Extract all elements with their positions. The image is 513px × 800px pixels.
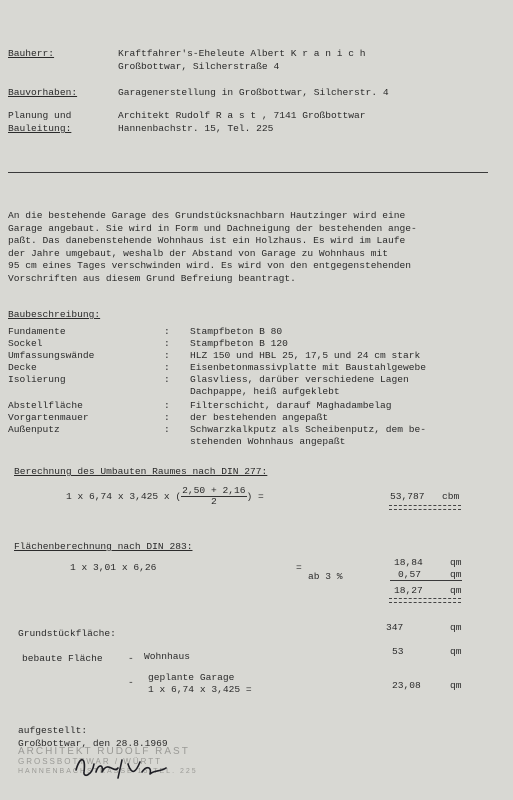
bb-colon: : (164, 424, 170, 435)
intro-paragraph (8, 210, 488, 285)
baubeschreibung-title: Baubeschreibung: (8, 309, 101, 320)
bauherr-label: Bauherr: (8, 48, 55, 59)
stamp-line3: HANNENBACHSTRASSE 15 TEL. 225 (18, 768, 198, 775)
bb-label: Außenputz (8, 424, 60, 435)
raum-formula-left: 1 x 6,74 x 3,425 x ( (66, 491, 182, 502)
bb-colon: : (164, 362, 170, 373)
bb-label: Vorgartenmauer (8, 412, 89, 423)
bb-value: Filterschicht, darauf Maghadambelag (190, 400, 392, 411)
intro-line: Garage angebaut. Sie wird in Form und Dachneigung der bestehenden ange- (8, 222, 417, 234)
bb-colon: : (164, 326, 170, 337)
flaeche-v1: 18,84 (394, 557, 423, 568)
intro-line: 95 cm eines Tages verschwinden wird. Es wird von den entgegenstehenden (8, 260, 412, 271)
bb-value: Glasvliess, darüber verschiedene Lagen (190, 374, 409, 385)
raum-unit: cbm (442, 491, 460, 502)
bb-colon: : (164, 338, 170, 349)
flaeche-abzug: ab 3 % (308, 571, 343, 582)
bb-colon: : (164, 350, 170, 361)
bb-value: Eisenbetonmassivplatte mit Baustahlgewebe (190, 362, 427, 373)
raum-formula (66, 485, 264, 509)
flaeche-equals: = (296, 562, 302, 573)
fraction-denominator: 2 (210, 495, 217, 507)
raum-title: Berechnung des Umbauten Raumes nach DIN 277: (14, 466, 268, 477)
flaeche-u2: qm (450, 569, 462, 580)
intro-line: An die bestehende Garage des Grundstücksnachbarn Hautzinger wird eine (8, 210, 406, 221)
wohnhaus-value: 53 (392, 646, 404, 657)
bb-label: Fundamente (8, 326, 66, 337)
garage-value: 23,08 (392, 680, 421, 691)
wohnhaus-unit: qm (450, 646, 462, 657)
header-divider (8, 172, 488, 173)
bb-value: der bestehenden angepaßt (190, 412, 329, 423)
raum-formula-right: ) = (246, 491, 264, 502)
bebaut-dash: - (128, 653, 134, 664)
ort-datum: Großbottwar, den 28.8.1969 (18, 738, 168, 749)
flaeche-u1: qm (450, 557, 462, 568)
flaeche-v2: 0,57 (398, 569, 422, 580)
stamp-line1: ARCHITEKT RUDOLF RAST (18, 746, 190, 757)
bauherr-line1: Kraftfahrer's-Eheleute Albert K r a n i c h (118, 48, 366, 59)
planung-line1: Architekt Rudolf R a s t , 7141 Großbottwar (118, 110, 366, 121)
bb-colon: : (164, 412, 170, 423)
wohnhaus-label: Wohnhaus (144, 651, 191, 662)
garage-line1: geplante Garage (148, 672, 235, 683)
grund-label: Grundstückfläche: (18, 628, 116, 639)
bauvorhaben-text: Garagenerstellung in Großbottwar, Silcherstr. 4 (118, 87, 389, 98)
bb-value: Schwarzkalkputz als Scheibenputz, dem be- (190, 424, 427, 435)
planung-label: Planung und (8, 110, 72, 121)
bb-colon: : (164, 374, 170, 385)
bauleitung-label: Bauleitung: (8, 123, 72, 134)
bb-label: Isolierung (8, 374, 66, 385)
flaeche-v3: 18,27 (394, 585, 423, 596)
intro-line: Vorschriften aus diesem Grund Befreiung beantragt. (8, 272, 296, 284)
bb-value-cont: Dachpappe, heiß aufgeklebt (190, 386, 340, 397)
bb-value: Stampfbeton B 120 (190, 338, 288, 349)
intro-line: paßt. Das danebenstehende Wohnhaus ist ein Holzhaus. Es wird im Laufe (8, 235, 406, 246)
signature-image (74, 750, 174, 784)
bauherr-line2: Großbottwar, Silcherstraße 4 (118, 61, 280, 72)
intro-line: der Jahre umgebaut, weshalb der Abstand von Garage zu Wohnhaus mit (8, 247, 388, 259)
raum-result: 53,787 (390, 491, 425, 502)
bauvorhaben-label: Bauvorhaben: (8, 87, 78, 98)
bebaut-label: bebaute Fläche (22, 653, 103, 664)
aufgestellt-label: aufgestellt: (18, 725, 88, 736)
planung-line2: Hannenbachstr. 15, Tel. 225 (118, 123, 274, 134)
grund-unit: qm (450, 622, 462, 633)
bb-value: Stampfbeton B 80 (190, 326, 283, 337)
fraction-numerator: 2,50 + 2,16 (182, 484, 246, 496)
garage-dash: - (128, 677, 134, 688)
flaeche-title: Flächenberechnung nach DIN 283: (14, 541, 193, 552)
bb-label: Decke (8, 362, 37, 373)
garage-line2: 1 x 6,74 x 3,425 = (148, 684, 252, 695)
stamp-line2: GROSSBOTTWAR / WÜRTT (18, 757, 162, 766)
garage-unit: qm (450, 680, 462, 691)
bb-value-cont: stehenden Wohnhaus angepaßt (190, 436, 346, 447)
flaeche-u3: qm (450, 585, 462, 596)
double-underline (389, 598, 461, 603)
raum-fraction (181, 486, 246, 507)
sum-rule (390, 580, 462, 581)
bb-label: Umfassungswände (8, 350, 95, 361)
bb-value: HLZ 150 und HBL 25, 17,5 und 24 cm stark (190, 350, 421, 361)
double-underline (389, 505, 461, 510)
bb-label: Abstellfläche (8, 400, 83, 411)
bb-colon: : (164, 400, 170, 411)
flaeche-formula: 1 x 3,01 x 6,26 (70, 562, 157, 573)
bb-label: Sockel (8, 338, 43, 349)
grund-value: 347 (386, 622, 404, 633)
